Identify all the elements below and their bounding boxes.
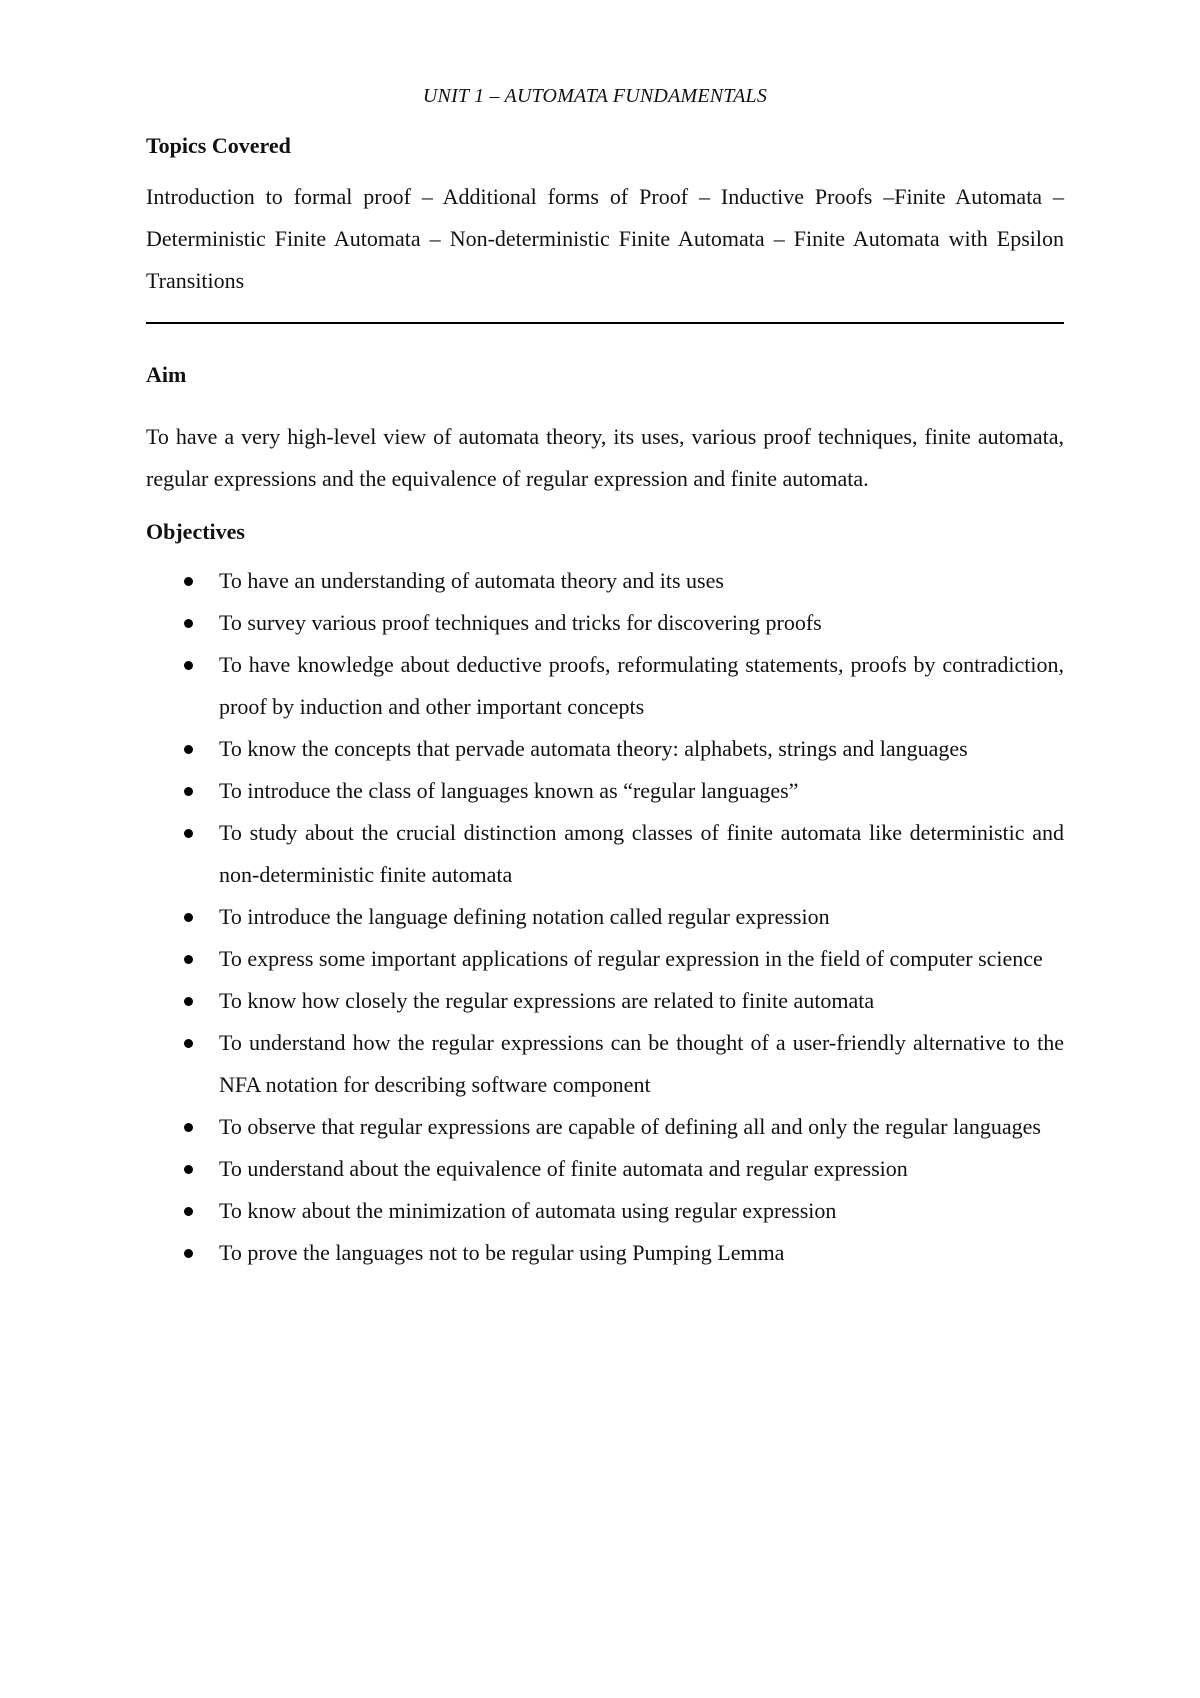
objective-text: To survey various proof techniques and tricks for discovering proofs <box>219 610 822 635</box>
objective-text: To know the concepts that pervade automata theory: alphabets, strings and languages <box>219 736 968 761</box>
bullet-icon <box>184 745 193 754</box>
topics-heading: Topics Covered <box>146 133 291 158</box>
objective-text: To understand about the equivalence of finite automata and regular expression <box>219 1156 908 1181</box>
objective-text: To prove the languages not to be regular using Pumping Lemma <box>219 1240 785 1265</box>
objective-item <box>146 896 1064 938</box>
bullet-icon <box>184 619 193 628</box>
unit-title: UNIT 1 – AUTOMATA FUNDAMENTALS <box>422 85 768 107</box>
objective-text: To have knowledge about deductive proofs, reformulating statements, proofs by contradiction, proof by induction and other important concepts <box>219 652 1064 719</box>
objective-item <box>146 560 1064 602</box>
section-divider <box>146 322 1064 324</box>
bullet-icon <box>184 1207 193 1216</box>
objective-item <box>146 770 1064 812</box>
objective-text: To introduce the class of languages known as “regular languages” <box>219 778 799 803</box>
objectives-list <box>146 560 1064 1274</box>
bullet-icon <box>184 913 193 922</box>
aim-heading: Aim <box>146 362 187 387</box>
objective-item <box>146 812 1064 896</box>
bullet-icon <box>184 577 193 586</box>
topics-text: Introduction to formal proof – Additional forms of Proof – Inductive Proofs –Finite Automata – Deterministic Finite Automata – Non-deterministic Finite Automata – Finite Automata with Epsilon Transitions <box>146 184 1064 293</box>
objectives-heading: Objectives <box>146 519 245 544</box>
bullet-icon <box>184 829 193 838</box>
objective-item <box>146 1148 1064 1190</box>
objective-item <box>146 980 1064 1022</box>
objective-text: To know how closely the regular expressions are related to finite automata <box>219 988 875 1013</box>
bullet-icon <box>184 787 193 796</box>
bullet-icon <box>184 1165 193 1174</box>
objective-item <box>146 1190 1064 1232</box>
objective-item <box>146 602 1064 644</box>
objective-text: To introduce the language defining notation called regular expression <box>219 904 830 929</box>
aim-text: To have a very high-level view of automata theory, its uses, various proof techniques, finite automata, regular expressions and the equivalence of regular expression and finite automata. <box>146 424 1064 491</box>
objective-item <box>146 1106 1064 1148</box>
objective-item <box>146 644 1064 728</box>
objective-item <box>146 1022 1064 1106</box>
bullet-icon <box>184 997 193 1006</box>
objective-text: To know about the minimization of automata using regular expression <box>219 1198 837 1223</box>
objective-text: To express some important applications of regular expression in the field of computer science <box>219 946 1043 971</box>
objective-item <box>146 1232 1064 1274</box>
bullet-icon <box>184 661 193 670</box>
document-content <box>146 78 1064 1274</box>
bullet-icon <box>184 955 193 964</box>
objective-text: To understand how the regular expressions can be thought of a user-friendly alternative to the NFA notation for describing software component <box>219 1030 1064 1097</box>
objective-text: To have an understanding of automata theory and its uses <box>219 568 724 593</box>
objective-item <box>146 728 1064 770</box>
objective-text: To study about the crucial distinction among classes of finite automata like deterministic and non-deterministic finite automata <box>219 820 1064 887</box>
bullet-icon <box>184 1249 193 1258</box>
bullet-icon <box>184 1039 193 1048</box>
bullet-icon <box>184 1123 193 1132</box>
objective-text: To observe that regular expressions are capable of defining all and only the regular languages <box>219 1114 1041 1139</box>
objective-item <box>146 938 1064 980</box>
